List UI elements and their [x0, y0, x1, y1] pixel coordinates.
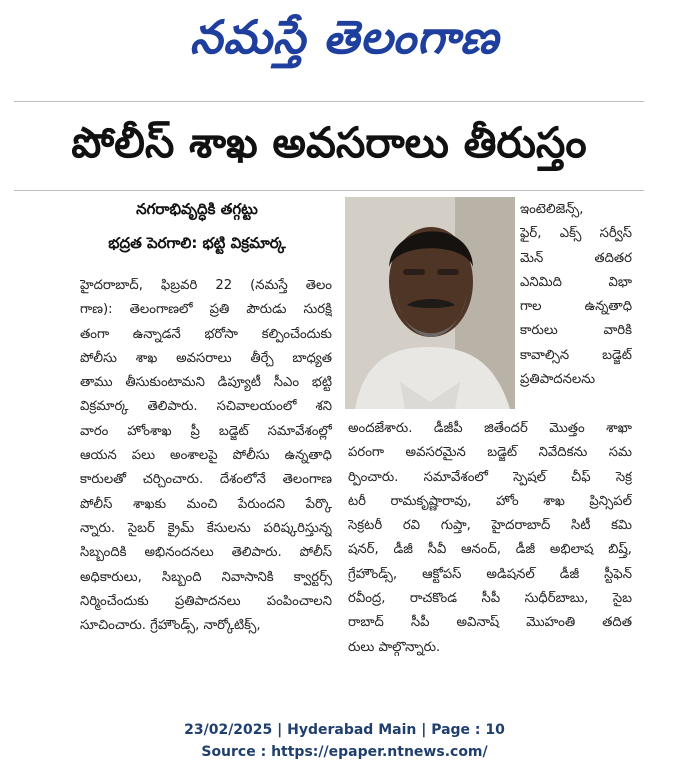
article-line: ప్రతిపాదనలను	[520, 372, 596, 388]
portrait-icon	[345, 197, 515, 409]
article-line: ర్పించారు. సమావేశంలో స్పెషల్ చీఫ్ సెక్ర	[348, 469, 632, 485]
article-line: తాము తీసుకుంటామని డిప్యూటీ సీఎం భట్టి	[80, 375, 332, 391]
article-line: నిర్మించేందుకు ప్రతిపాదనలు పంపించాలని	[80, 593, 332, 609]
article-line: గాణ): తెలంగాణలో ప్రతి పౌరుడు సురక్షి	[80, 302, 332, 318]
article-line: గాల ఉన్నతాధి	[520, 299, 632, 315]
article-line: ఇంటెలిజెన్స్,	[520, 202, 584, 217]
article-line: ఫైర్, ఎక్స్ సర్వీస్	[520, 226, 632, 242]
footer-dateline: 23/02/2025 | Hyderabad Main | Page : 10	[184, 722, 505, 738]
article-line: రాబాద్ సీపీ అవినాష్ మొహంతి తదిత	[348, 615, 632, 631]
article-right-top-column	[520, 198, 632, 392]
article-line: కారులు వారికి	[520, 323, 632, 339]
article-line: హైదరాబాద్, ఫిబ్రవరి 22 (నమస్తే తెలం	[80, 278, 332, 293]
article-line: టరీ రామకృష్ణారావు, హోం శాఖ ప్రిన్సిపల్	[348, 493, 632, 509]
article-line: సిబ్బందికి అభినందనలు తెలిపారు. పోలీస్	[80, 545, 332, 561]
article-line: అందజేశారు. డీజీపీ జితేందర్ మొత్తం శాఖా	[348, 421, 632, 436]
article-line: అధికారులు, సిబ్బంది నివాసానికి క్వార్టర్స్	[80, 569, 332, 585]
footer-source: Source : https://epaper.ntnews.com/	[201, 744, 488, 760]
article-line: సెక్రటరీ రవి గుప్తా, హైదరాబాద్ సిటీ కమి	[348, 518, 632, 534]
masthead	[0, 0, 689, 86]
article-line: మెన్ తదితర	[520, 250, 632, 266]
article-right-bottom-column	[348, 417, 632, 660]
top-divider	[14, 101, 644, 102]
article-line: పోలీసు శాఖ అవసరాలు తీర్చే బాధ్యత	[80, 350, 332, 366]
article-line: షనర్, డీజీ సీవీ ఆనంద్, డీజీ అభిలాష బిష్త్,	[348, 542, 632, 558]
article-line: న్నారు. సైబర్ క్రైమ్ కేసులను పరిష్కరిస్తున్న	[80, 520, 332, 536]
article-line: తంగా ఉన్నాడనే భరోసా కల్పించేందుకు	[80, 326, 332, 342]
person-portrait-photo	[345, 197, 515, 409]
headline-divider	[14, 190, 644, 191]
article-line: ఆయన పలు అంశాలపై పోలీసు ఉన్నతాధి	[80, 448, 332, 464]
article-line: రవీంద్ర, రాచకొండ సీపీ సుధీర్‌బాబు, సైబ	[348, 591, 632, 607]
article-left-column	[80, 274, 332, 638]
article-line: కావాల్సిన బడ్జెట్	[520, 347, 632, 363]
subhead-line-1: నగరాభివృద్ధికి తగ్గట్టు	[136, 200, 258, 218]
article-line: పోలీస్ శాఖకు మంచి పేరుందని పేర్కొ	[80, 496, 332, 512]
article-line: విక్రమార్క తెలిపారు. సచివాలయంలో శని	[80, 399, 332, 415]
article-line: ఎనిమిది విభా	[520, 274, 632, 290]
article-line: పరంగా అవసరమైన బడ్జెట్ నివేదికను సమ	[348, 445, 632, 461]
article-line: కారులతో చర్చించారు. దేశంలోనే తెలంగాణ	[80, 472, 332, 488]
subhead-line-2: భద్రత పెరగాలి: భట్టి విక్రమార్క	[108, 234, 286, 252]
article-line: రులు పాల్గొన్నారు.	[348, 639, 441, 655]
article-line: గ్రేహౌండ్స్, ఆక్టోపస్ అడిషనల్ డీజీ స్టీఫెన్	[348, 566, 632, 582]
headline: పోలీస్ శాఖ అవసరాలు తీరుస్తం	[71, 118, 587, 167]
article-line: వారం హోంశాఖ ప్రీ బడ్జెట్ సమావేశంల్లో	[80, 423, 332, 439]
newspaper-logo: నమస్తే తెలంగాణ	[189, 10, 500, 64]
article-line: సూచించారు. గ్రేహౌండ్స్, నార్కోటిక్స్,	[80, 618, 261, 634]
